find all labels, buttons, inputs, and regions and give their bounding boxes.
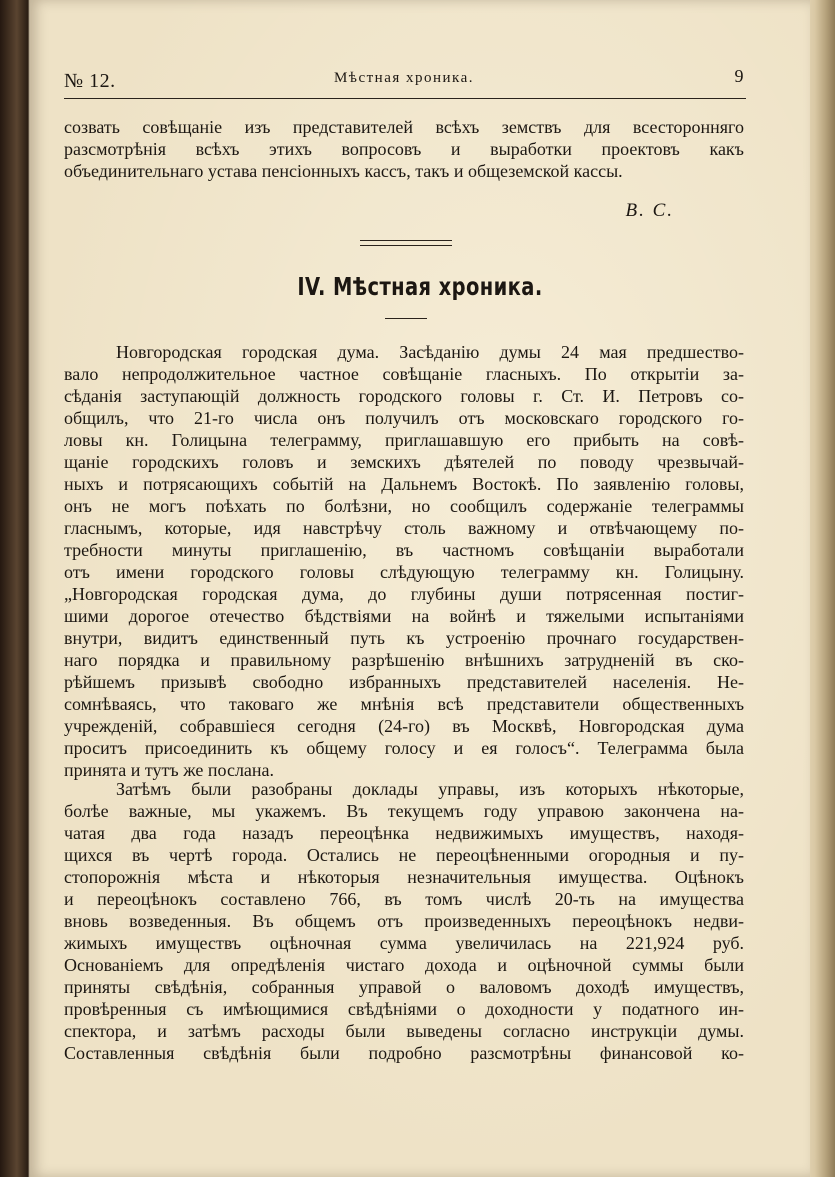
text-line: стопорожнія мѣста и нѣкоторыя незначительныя имущества. Оцѣнокъ	[64, 867, 744, 887]
text-line: спектора, и затѣмъ расходы были выведены согласно инструкціи думы.	[64, 1021, 744, 1041]
header-rule	[64, 98, 746, 99]
adjacent-page-edge	[0, 0, 28, 1177]
page	[30, 0, 810, 1177]
signature: В. С.	[625, 200, 674, 221]
text-line: отъ имени городского головы слѣдующую телеграмму кн. Голицыну.	[64, 562, 744, 582]
text-line: проситъ присоединить къ общему голосу и ея голосъ“. Телеграмма была	[64, 738, 744, 758]
text-line: ловы кн. Голицына телеграмму, приглашавшую его прибыть на совѣ-	[64, 430, 744, 450]
text-line: Новгородская городская дума. Засѣданію думы 24 мая предшество-	[116, 342, 744, 362]
text-line: онъ не могъ поѣхать по болѣзни, но сообщилъ содержаніе телеграммы	[64, 496, 744, 516]
text-line: принята и тутъ же послана.	[64, 760, 275, 780]
text-line: сомнѣваясь, что таковаго же мнѣнія всѣ представители общественныхъ	[64, 694, 744, 714]
text-line: и переоцѣнокъ составлено 766, въ томъ числѣ 20-ть на имущества	[64, 889, 744, 909]
paragraph-duma	[64, 341, 744, 781]
text-line: сѣданія заступающій должность городского головы г. Ст. И. Петровъ со-	[64, 386, 744, 406]
text-line: учрежденій, собравшіеся сегодня (24-го) въ Москвѣ, Новгородская дума	[64, 716, 744, 736]
text-line: щихся въ чертѣ города. Остались не переоцѣненными огородныя и пу-	[64, 845, 744, 865]
text-line: провѣренныя съ имѣющимися свѣдѣніями о доходности у податного ин-	[64, 999, 744, 1019]
text-line: болѣе важные, мы укажемъ. Въ текущемъ году управою закончена на-	[64, 801, 744, 821]
text-line: наго порядка и правильному разрѣшенію внѣшнихъ затрудненій въ ско-	[64, 650, 744, 670]
text-line: требности минуты приглашенію, въ частномъ совѣщаніи выработали	[64, 540, 744, 560]
paragraph-reports	[64, 778, 744, 1064]
heading-underline	[385, 318, 427, 319]
text-line: общилъ, что 21-го числа онъ получилъ отъ московскаго городского го-	[64, 408, 744, 428]
text-line: внутри, видитъ единственный путь къ устроенію прочнаго государствен-	[64, 628, 744, 648]
text-line: ныхъ и потрясающихъ событій на Дальнемъ Востокѣ. По заявленію головы,	[64, 474, 744, 494]
text-line: Затѣмъ были разобраны доклады управы, изъ которыхъ нѣкоторые,	[116, 779, 744, 799]
text-line: вновь возведенныя. Въ общемъ отъ произведенныхъ переоцѣнокъ недви-	[64, 911, 744, 931]
text-line: щаніе городскихъ головъ и земскихъ дѣятелей по поводу чрезвычай-	[64, 452, 744, 472]
text-line: вало непродолжительное частное совѣщаніе гласныхъ. По открытіи за-	[64, 364, 744, 384]
text-line: „Новгородская городская дума, до глубины души потрясенная постиг-	[64, 584, 744, 604]
issue-number: № 12.	[64, 70, 116, 92]
running-header	[64, 66, 744, 96]
text-line: созвать совѣщаніе изъ представителей всѣхъ земствъ для всесторонняго	[64, 117, 744, 137]
text-line: приняты свѣдѣнія, собранныя управой о валовомъ доходѣ имуществъ,	[64, 977, 744, 997]
section-heading: IV. Мѣстная хроника.	[297, 272, 543, 301]
text-line: Основаніемъ для опредѣленія чистаго дохода и оцѣночной суммы были	[64, 955, 744, 975]
intro-paragraph	[64, 116, 744, 182]
page-number: 9	[734, 66, 744, 86]
text-line: объединительнаго устава пенсіонныхъ кассъ, такъ и общеземской кассы.	[64, 161, 623, 181]
text-line: рѣйшемъ призывѣ свободно избранныхъ представителей населенія. Не-	[64, 672, 744, 692]
section-divider	[360, 240, 452, 246]
text-line: шими дорогое отечество бѣдствіями на войнѣ и тяжелыми испытаніями	[64, 606, 744, 626]
text-line: чатая два года назадъ переоцѣнка недвижимыхъ имуществъ, находя-	[64, 823, 744, 843]
text-line: жимыхъ имуществъ оцѣночная сумма увеличилась на 221,924 руб.	[64, 933, 744, 953]
text-line: Составленныя свѣдѣнія были подробно разсмотрѣны финансовой ко-	[64, 1043, 744, 1063]
text-line: гласнымъ, которые, идя навстрѣчу столь важному и отвѣчающему по-	[64, 518, 744, 538]
running-title: Мѣстная хроника.	[333, 70, 475, 86]
text-line: разсмотрѣнія всѣхъ этихъ вопросовъ и выработки проектовъ какъ	[64, 139, 744, 159]
